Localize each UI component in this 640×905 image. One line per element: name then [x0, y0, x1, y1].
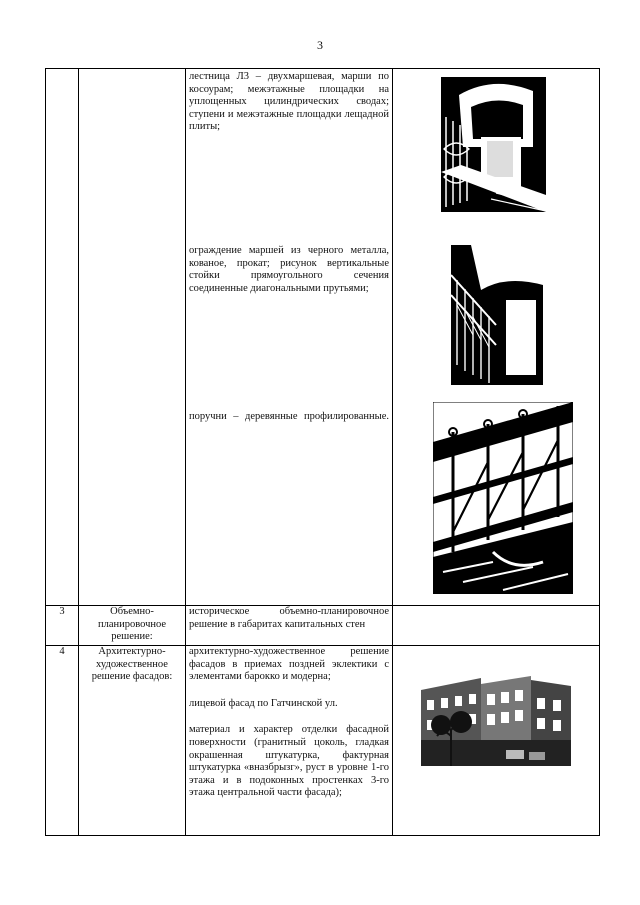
row-description-cell — [186, 69, 393, 606]
description-railing: ограждение маршей из черного металла, кованое, прокат; рисунок вертикальные стойки прямоугольного сечения соединенные диагональными прутьями; — [189, 245, 389, 294]
document-table — [45, 68, 600, 836]
table-row — [46, 606, 600, 646]
description-staircase: лестница Л3 – двухмаршевая, марши по косоурам; межэтажные площадки на уплощенных цилиндрических сводах; ступени и межэтажные площадки лещадной плиты; — [189, 71, 389, 133]
description-layout: историческое объемно-планировочное решение в габаритах капитальных стен — [189, 606, 389, 630]
description-handrail: поручни – деревянные профилированные. — [189, 411, 389, 422]
description-facade-finish: материал и характер отделки фасадной поверхности (гранитный цоколь, гладкая окрашенная штукатурка, фактурная штукатурка «вназбрызг», руст в уровне 1-го этажа и в подоконных простенках 3-го этажа центральной части фасада); — [189, 724, 389, 799]
row-description-cell — [186, 606, 393, 646]
row-image-cell — [393, 646, 600, 836]
facade-photo — [421, 670, 571, 766]
staircase-photo — [441, 77, 546, 212]
row-name-cell: Архитектурно-художественное решение фасадов: — [79, 646, 186, 836]
row-image-cell — [393, 606, 600, 646]
row-description-cell — [186, 646, 393, 836]
row-image-cell — [393, 69, 600, 606]
table-row — [46, 646, 600, 836]
table-row — [46, 69, 600, 606]
page-number: 3 — [317, 38, 323, 52]
row-name-cell — [79, 69, 186, 606]
description-main-facade: лицевой фасад по Гатчинской ул. — [189, 697, 338, 709]
row-number-cell: 4 — [46, 646, 79, 836]
description-facade-style: архитектурно-художественное решение фасадов в приемах поздней эклектики с элементами барокко и модерна; — [189, 646, 389, 683]
row-number-cell — [46, 69, 79, 606]
row-number-cell: 3 — [46, 606, 79, 646]
handrail-photo — [433, 402, 573, 594]
row-name-cell: Объемно-планировочное решение: — [79, 606, 186, 646]
railing-photo — [451, 245, 543, 385]
